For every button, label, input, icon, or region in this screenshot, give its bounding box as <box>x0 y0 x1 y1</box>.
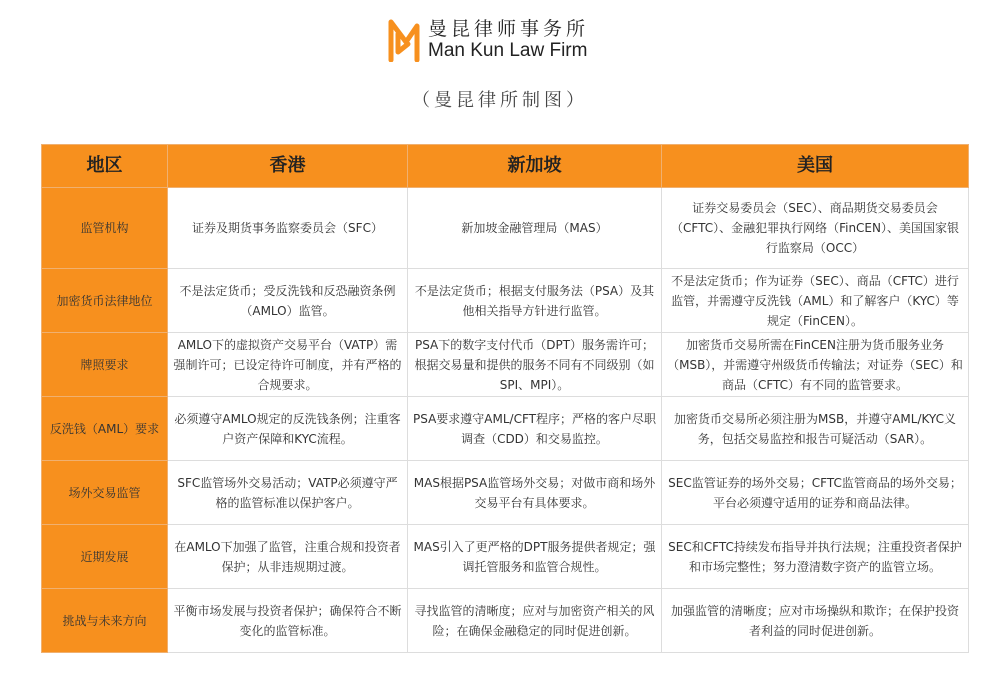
row-label: 监管机构 <box>42 188 168 269</box>
cell-sg: 寻找监管的清晰度；应对与加密资产相关的风险；在确保金融稳定的同时促进创新。 <box>408 589 662 653</box>
logo-mark-icon <box>388 18 420 62</box>
cell-hk: 平衡市场发展与投资者保护；确保符合不断变化的监管标准。 <box>168 589 408 653</box>
cell-us: 加强监管的清晰度；应对市场操纵和欺诈；在保护投资者利益的同时促进创新。 <box>662 589 969 653</box>
col-header-region: 地区 <box>42 145 168 188</box>
row-label: 场外交易监管 <box>42 461 168 525</box>
cell-hk: SFC监管场外交易活动；VATP必须遵守严格的监管标准以保护客户。 <box>168 461 408 525</box>
cell-hk: AMLO下的虚拟资产交易平台（VATP）需强制许可；已设定待许可制度，并有严格的合规要求。 <box>168 333 408 397</box>
cell-sg: 新加坡金融管理局（MAS） <box>408 188 662 269</box>
comparison-table <box>41 144 969 653</box>
row-label: 挑战与未来方向 <box>42 589 168 653</box>
cell-sg: MAS引入了更严格的DPT服务提供者规定；强调托管服务和监管合规性。 <box>408 525 662 589</box>
table-row <box>42 589 969 653</box>
cell-us: SEC和CFTC持续发布指导并执行法规；注重投资者保护和市场完整性；努力澄清数字资产的监管立场。 <box>662 525 969 589</box>
cell-us: SEC监管证券的场外交易；CFTC监管商品的场外交易；平台必须遵守适用的证券和商品法律。 <box>662 461 969 525</box>
table-row <box>42 397 969 461</box>
row-label: 反洗钱（AML）要求 <box>42 397 168 461</box>
cell-hk: 不是法定货币；受反洗钱和反恐融资条例（AMLO）监管。 <box>168 269 408 333</box>
cell-us: 加密货币交易所需在FinCEN注册为货币服务业务（MSB），并需遵守州级货币传输法；对证券（SEC）和商品（CFTC）有不同的监管要求。 <box>662 333 969 397</box>
row-label: 牌照要求 <box>42 333 168 397</box>
col-header-hk: 香港 <box>168 145 408 188</box>
table-row <box>42 333 969 397</box>
firm-name-cn: 曼昆律师事务所 <box>428 18 590 40</box>
table-row <box>42 461 969 525</box>
cell-hk: 证券及期货事务监察委员会（SFC） <box>168 188 408 269</box>
table-row <box>42 525 969 589</box>
row-label: 近期发展 <box>42 525 168 589</box>
subtitle: （曼昆律所制图） <box>412 90 588 111</box>
table-row <box>42 269 969 333</box>
header-row <box>42 145 969 188</box>
row-label: 加密货币法律地位 <box>42 269 168 333</box>
firm-name-en: Man Kun Law Firm <box>428 40 588 61</box>
cell-sg: PSA要求遵守AML/CFT程序；严格的客户尽职调查（CDD）和交易监控。 <box>408 397 662 461</box>
cell-hk: 必须遵守AMLO规定的反洗钱条例；注重客户资产保障和KYC流程。 <box>168 397 408 461</box>
firm-logo <box>388 18 589 62</box>
cell-sg: 不是法定货币；根据支付服务法（PSA）及其他相关指导方针进行监管。 <box>408 269 662 333</box>
cell-us: 证券交易委员会（SEC）、商品期货交易委员会（CFTC）、金融犯罪执行网络（FinCEN）、美国国家银行监察局（OCC） <box>662 188 969 269</box>
cell-hk: 在AMLO下加强了监管，注重合规和投资者保护；从非违规期过渡。 <box>168 525 408 589</box>
cell-sg: PSA下的数字支付代币（DPT）服务需许可；根据交易量和提供的服务不同有不同级别（如SPI、MPI）。 <box>408 333 662 397</box>
cell-us: 不是法定货币；作为证券（SEC）、商品（CFTC）进行监管，并需遵守反洗钱（AML）和了解客户（KYC）等规定（FinCEN）。 <box>662 269 969 333</box>
col-header-sg: 新加坡 <box>408 145 662 188</box>
col-header-us: 美国 <box>662 145 969 188</box>
table-row <box>42 188 969 269</box>
cell-sg: MAS根据PSA监管场外交易；对做市商和场外交易平台有具体要求。 <box>408 461 662 525</box>
cell-us: 加密货币交易所必须注册为MSB，并遵守AML/KYC义务，包括交易监控和报告可疑活动（SAR）。 <box>662 397 969 461</box>
